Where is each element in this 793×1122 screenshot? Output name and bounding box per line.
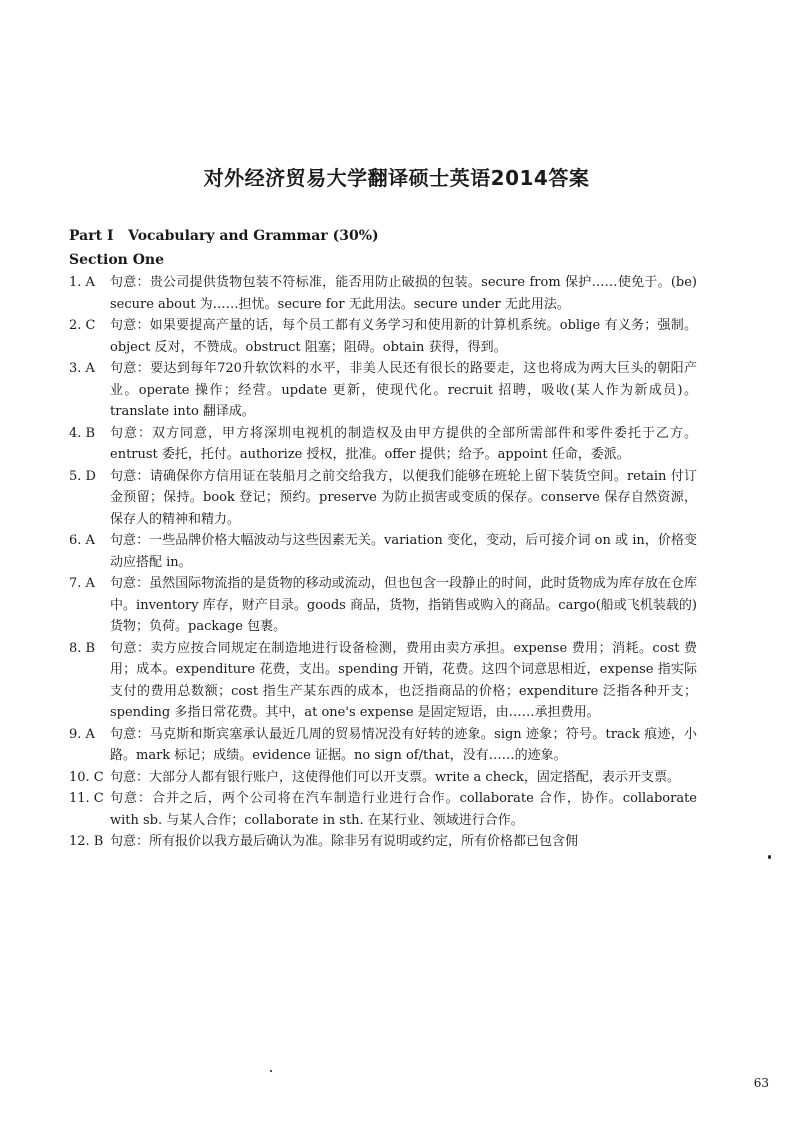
answer-number: 4. B [69, 425, 96, 441]
answer-number: 12. B [69, 834, 104, 849]
answer-explanation: 句意：大部分人都有银行账户，这使得他们可以开支票。write a check，固定搭配，表示开支票。 [110, 769, 680, 785]
part-heading: Part I Vocabulary and Grammar (30%) [69, 228, 379, 244]
scan-speck [270, 1070, 272, 1072]
answer-explanation: 句意：所有报价以我方最后确认为准。除非另有说明或约定，所有价格都已包含佣 [110, 834, 579, 849]
answer-number: 10. C [69, 769, 104, 785]
answer-item [69, 530, 697, 573]
answer-item [69, 315, 697, 358]
answer-number: 11. C [69, 791, 104, 806]
answer-explanation: 句意：贵公司提供货物包装不符标准，能否用防止破损的包装。secure from 保护……使免于。(be) secure about 为……担忧。secure for 无此用法。secure under 无此用法。 [110, 275, 697, 312]
answer-number: 7. A [69, 576, 95, 591]
answer-number: 3. A [69, 361, 95, 376]
answer-number: 6. A [69, 533, 95, 548]
answer-explanation: 句意：虽然国际物流指的是货物的移动或流动，但也包含一段静止的时间，此时货物成为库存放在仓库中。inventory 库存，财产目录。goods 商品，货物，指销售或购入的商品。cargo(船或飞机装载的)货物；负荷。package 包裹。 [110, 576, 697, 634]
answer-item [69, 466, 697, 531]
answer-item [69, 638, 697, 724]
answer-explanation: 句意：要达到每年720升软饮料的水平，非美人民还有很长的路要走，这也将成为两大巨头的朝阳产业。operate 操作；经营。update 更新，使现代化。recruit 招聘，吸收(某人作为新成员)。translate into 翻译成。 [110, 361, 697, 419]
answer-item [69, 423, 697, 466]
answer-number: 8. B [69, 640, 96, 656]
answer-explanation: 句意：请确保你方信用证在装船月之前交给我方，以便我们能够在班轮上留下装货空间。retain 付订金预留；保持。book 登记；预约。preserve 为防止损害或变质的保存。conserve 保存自然资源，保存人的精神和精力。 [110, 468, 697, 527]
answer-item [69, 358, 697, 423]
answer-explanation: 句意：卖方应按合同规定在制造地进行设备检测，费用由卖方承担。expense 费用；消耗。cost 费用；成本。expenditure 花费，支出。spending 开销，花费。这四个词意思相近，expense 指实际支付的费用总数额；cost 指生产某东西的成本，也泛指商品的价格；expenditure 泛指各种开支；spending 多指日常花费。其中，at one's expense 是固定短语，由……承担费用。 [110, 640, 697, 720]
scan-speck [768, 855, 771, 859]
answer-item [69, 272, 697, 315]
answer-item [69, 788, 697, 831]
answer-item [69, 724, 697, 767]
answer-number: 9. A [69, 726, 95, 742]
page-title: 对外经济贸易大学翻译硕士英语2014答案 [203, 166, 590, 190]
answer-number: 1. A [69, 275, 95, 290]
page-number: 63 [753, 1076, 769, 1090]
section-heading: Section One [69, 252, 164, 268]
answer-item [69, 573, 697, 638]
answer-item [69, 831, 697, 853]
answer-list [69, 272, 697, 853]
answer-explanation: 句意：合并之后，两个公司将在汽车制造行业进行合作。collaborate 合作，协作。collaborate with sb. 与某人合作；collaborate in sth. 在某行业、领域进行合作。 [110, 791, 697, 828]
answer-item [69, 767, 697, 789]
answer-explanation: 句意：一些品牌价格大幅波动与这些因素无关。variation 变化，变动，后可接介词 on 或 in，价格变动应搭配 in。 [110, 533, 697, 570]
answer-explanation: 句意：如果要提高产量的话，每个员工都有义务学习和使用新的计算机系统。oblige 有义务；强制。object 反对，不赞成。obstruct 阻塞；阻碍。obtain 获得，得到。 [110, 318, 697, 355]
answer-number: 2. C [69, 318, 96, 333]
answer-explanation: 句意：马克斯和斯宾塞承认最近几周的贸易情况没有好转的迹象。sign 迹象；符号。track 痕迹，小路。mark 标记；成绩。evidence 证据。no sign of/that，没有……的迹象。 [110, 726, 697, 763]
answer-explanation: 句意：双方同意，甲方将深圳电视机的制造权及由甲方提供的全部所需部件和零件委托于乙方。entrust 委托，托付。authorize 授权，批准。offer 提供；给予。appoint 任命，委派。 [110, 425, 697, 462]
answer-number: 5. D [69, 468, 96, 484]
